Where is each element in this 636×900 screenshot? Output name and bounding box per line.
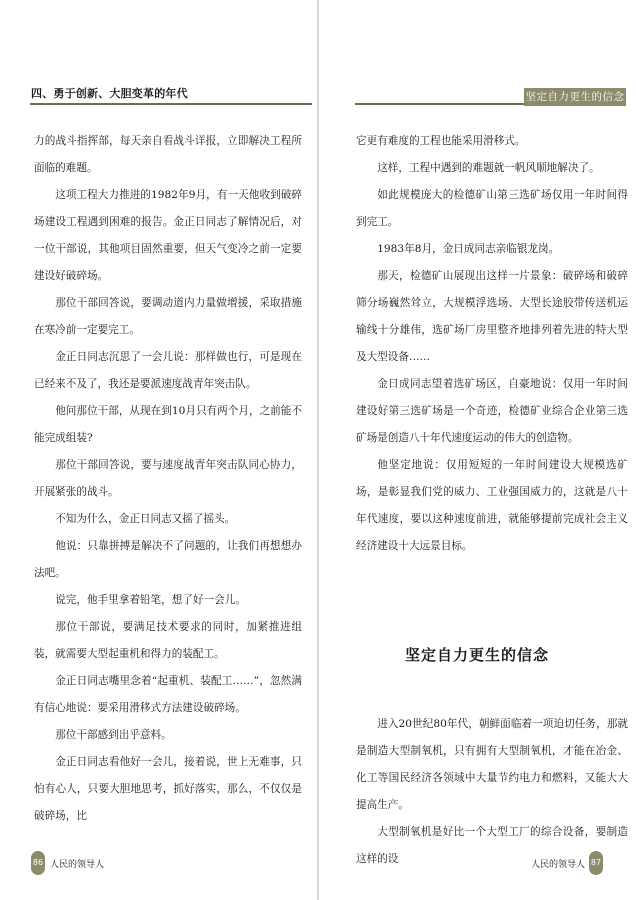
running-header-right: 坚定自力更生的信念 [524, 88, 626, 106]
paragraph: 这项工程大力推进的1982年9月，有一天他收到破碎场建设工程遇到困难的报告。金正日同志了解情况后，对一位干部说，其他项目固然重要，但天气变冷之前一定要建设好破碎场。 [34, 189, 302, 282]
paragraph: 它更有难度的工程也能采用滑移式。 [356, 135, 526, 147]
paragraph: 他问那位干部，从现在到10月只有两个月，之前能不能完成组装? [34, 405, 302, 444]
paragraph: 如此规模庞大的检德矿山第三选矿场仅用一年时间得到完工。 [356, 189, 628, 228]
paragraph: 那位干部感到出乎意料。 [55, 729, 172, 741]
paragraph: 他坚定地说：仅用短短的一年时间建设大规模选矿场，是彰显我们党的威力、工业强国威力的，这就是八十年代速度，要以这种速度前进，就能够提前完成社会主义经济建设十大远景目标。 [356, 459, 628, 552]
paragraph: 那位干部回答说，要与速度战青年突击队同心协力，开展紧张的战斗。 [34, 459, 302, 498]
right-page [319, 0, 636, 900]
left-page [0, 0, 317, 900]
header-rule-left [30, 103, 312, 105]
paragraph: 金正日同志嘴里念着“起重机、装配工……”，忽然满有信心地说：要采用滑移式方法建设破碎场。 [34, 675, 302, 714]
footer-title-left: 人民的领导人 [50, 860, 105, 870]
paragraph: 金正日同志沉思了一会儿说：那样做也行，可是现在已经来不及了，我还是要派速度战青年突击队。 [34, 351, 302, 390]
paragraph: 力的战斗指挥部，每天亲自看战斗详报，立即解决工程所面临的难题。 [34, 135, 302, 174]
paragraph: 进入20世纪80年代，朝鲜面临着一项迫切任务，那就是制造大型制氧机，只有拥有大型制氧机，才能在冶金、化工等国民经济各领域中大量节约电力和燃料，又能大大提高生产。 [356, 718, 628, 811]
paragraph: 1983年8月，金日成同志亲临银龙岗。 [377, 243, 560, 255]
paragraph: 金正日同志看他好一会儿，接着说，世上无难事，只怕有心人，只要大胆地思考，抓好落实，那么，不仅仅是破碎场，比 [34, 756, 302, 822]
paragraph: 他说：只靠拼搏是解决不了问题的，让我们再想想办法吧。 [34, 540, 302, 579]
section-title: 坚定自力更生的信念 [404, 646, 549, 664]
right-body-text-bottom [356, 711, 628, 873]
paragraph: 不知为什么，金正日同志又摇了摇头。 [55, 513, 236, 525]
paragraph: 那天，检德矿山展现出这样一片景象：破碎场和破碎筛分场巍然耸立，大规模浮选场、大型长途胶带传送机运输线十分雄伟，选矿场厂房里整齐地排列着先进的特大型及大型设备…… [356, 270, 628, 363]
running-header-left: 四、勇于创新、大胆变革的年代 [31, 87, 188, 100]
paragraph: 这样，工程中遇到的难题就一帆风顺地解决了。 [377, 162, 600, 174]
paragraph: 大型制氧机是好比一个大型工厂的综合设备，要制造这样的设 [356, 826, 628, 865]
paragraph: 那位干部说，要满足技术要求的同时，加紧推进组装，就需要大型起重机和得力的装配工。 [34, 621, 302, 660]
right-body-text-top [356, 128, 628, 560]
page-number-right: 87 [589, 851, 603, 875]
paragraph: 说完，他手里拿着铅笔，想了好一会儿。 [55, 594, 246, 606]
paragraph: 金日成同志望着选矿场区，自豪地说：仅用一年时间建设好第三选矿场是一个奇迹，检德矿业综合企业第三选矿场是创造八十年代速度运动的伟大的创造物。 [356, 378, 628, 444]
paragraph: 那位干部回答说，要调动道内力量做增援，采取措施在寒冷前一定要完工。 [34, 297, 302, 336]
footer-title-right: 人民的领导人 [531, 860, 586, 870]
page-number-left: 86 [31, 851, 45, 875]
left-body-text [34, 128, 302, 830]
